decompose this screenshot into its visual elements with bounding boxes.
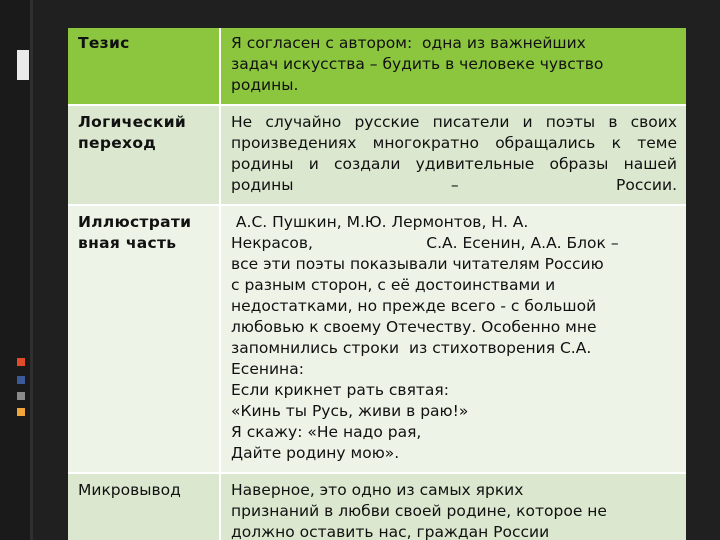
illustration-text-line: все эти поэты показывали читателям Россию bbox=[231, 255, 604, 273]
left-border-bar bbox=[0, 0, 30, 540]
conclusion-label: Микровывод bbox=[78, 481, 181, 499]
transition-text: Не случайно русские писатели и поэты в своих произведениях многократно обращались к теме родины и создали удивительные образы нашей родины – России. bbox=[231, 113, 677, 194]
table-row-micro-conclusion bbox=[68, 473, 686, 540]
decor-square-red bbox=[17, 358, 25, 366]
decor-square-gray bbox=[17, 392, 25, 400]
illustration-text-line: недостатками, но прежде всего - с большой bbox=[231, 297, 597, 315]
thesis-label: Тезис bbox=[78, 34, 130, 52]
essay-structure-table bbox=[68, 28, 686, 540]
transition-label-line: Логический bbox=[78, 113, 187, 131]
left-accent-strip bbox=[30, 0, 33, 540]
conclusion-text-line: должно оставить нас, граждан России bbox=[231, 523, 550, 540]
conclusion-text-line: Наверное, это одно из самых ярких bbox=[231, 481, 524, 499]
conclusion-label-cell bbox=[68, 473, 220, 540]
table-row-transition bbox=[68, 105, 686, 205]
thesis-label-cell bbox=[68, 28, 220, 105]
illustration-text-line: Есенина: bbox=[231, 360, 304, 378]
essay-structure-table-container bbox=[68, 28, 686, 540]
illustration-text-line: Некрасов, С.А. Есенин, А.А. Блок – bbox=[231, 234, 619, 252]
table-row-illustration bbox=[68, 205, 686, 473]
thesis-text-line: родины. bbox=[231, 76, 299, 94]
poem-line: Если крикнет рать святая: bbox=[231, 381, 449, 399]
illustration-label-cell bbox=[68, 205, 220, 473]
thesis-text-line: задач искусства – будить в человеке чувство bbox=[231, 55, 604, 73]
table-row-thesis bbox=[68, 28, 686, 105]
illustration-text-line: с разным сторон, с её достоинствами и bbox=[231, 276, 556, 294]
transition-label-line: переход bbox=[78, 134, 157, 152]
thesis-text-cell bbox=[220, 28, 686, 105]
decor-square-blue bbox=[17, 376, 25, 384]
poem-line: «Кинь ты Русь, живи в раю!» bbox=[231, 402, 469, 420]
illustration-text-line: любовью к своему Отечеству. Особенно мне bbox=[231, 318, 597, 336]
decor-block-small bbox=[17, 58, 23, 80]
illustration-text-cell bbox=[220, 205, 686, 473]
poem-line: Я скажу: «Не надо рая, bbox=[231, 423, 422, 441]
thesis-text-line: Я согласен с автором: одна из важнейших bbox=[231, 34, 586, 52]
illustration-label-line: Иллюстрати bbox=[78, 213, 192, 231]
conclusion-text-cell bbox=[220, 473, 686, 540]
conclusion-text-line: признаний в любви своей родине, которое не bbox=[231, 502, 607, 520]
illustration-label-line: вная часть bbox=[78, 234, 177, 252]
decor-square-orange bbox=[17, 408, 25, 416]
poem-line: Дайте родину мою». bbox=[231, 444, 400, 462]
transition-text-cell bbox=[220, 105, 686, 205]
transition-label-cell bbox=[68, 105, 220, 205]
illustration-text-line: А.С. Пушкин, М.Ю. Лермонтов, Н. А. bbox=[231, 213, 529, 231]
illustration-text-line: запомнились строки из стихотворения С.А. bbox=[231, 339, 592, 357]
